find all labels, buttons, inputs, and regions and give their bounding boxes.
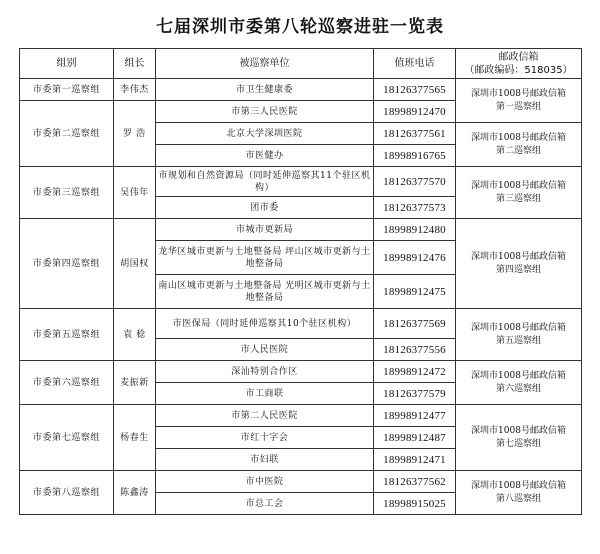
mailbox-group: 第六巡察组: [495, 383, 541, 394]
duty-phone: 18998912476: [374, 241, 456, 275]
duty-phone: 18126377579: [374, 383, 456, 405]
table-row: [20, 79, 582, 101]
duty-phone: 18126377570: [374, 167, 456, 197]
leader-name: 李伟杰: [114, 79, 156, 101]
inspected-unit: 市第二人民医院: [156, 405, 374, 427]
duty-phone: 18998912480: [374, 219, 456, 241]
table-header-row: [20, 49, 582, 79]
mailbox-line: 深圳市1008号邮政信箱: [471, 251, 566, 262]
table-row: [20, 361, 582, 383]
leader-name: 吴伟年: [114, 167, 156, 219]
header-group: 组别: [20, 49, 114, 79]
mailbox-cell: [456, 361, 582, 405]
inspected-unit: 市卫生健康委: [156, 79, 374, 101]
inspected-unit: 市人民医院: [156, 339, 374, 361]
leader-name: 麦振新: [114, 361, 156, 405]
inspected-unit: 市中医院: [156, 471, 374, 493]
group-name: 市委第二巡察组: [20, 101, 114, 167]
mailbox-cell: [456, 79, 582, 123]
inspected-unit: 市工商联: [156, 383, 374, 405]
duty-phone: 18998915025: [374, 493, 456, 515]
inspected-unit: 团市委: [156, 197, 374, 219]
mailbox-line: 深圳市1008号邮政信箱: [471, 480, 566, 491]
header-unit: 被巡察单位: [156, 49, 374, 79]
leader-name: 杨春生: [114, 405, 156, 471]
duty-phone: 18126377561: [374, 123, 456, 145]
inspected-unit: 市第三人民医院: [156, 101, 374, 123]
mailbox-cell: [456, 471, 582, 515]
group-name: 市委第四巡察组: [20, 219, 114, 309]
mailbox-line: 深圳市1008号邮政信箱: [471, 425, 566, 436]
group-name: 市委第七巡察组: [20, 405, 114, 471]
table-row: [20, 405, 582, 427]
table-row: [20, 167, 582, 197]
mailbox-line: 深圳市1008号邮政信箱: [471, 370, 566, 381]
duty-phone: 18998912471: [374, 449, 456, 471]
mailbox-group: 第一巡察组: [495, 101, 541, 112]
mailbox-cell: [456, 309, 582, 361]
inspected-unit: 市妇联: [156, 449, 374, 471]
mailbox-line: 深圳市1008号邮政信箱: [471, 88, 566, 99]
mailbox-group: 第五巡察组: [495, 335, 541, 346]
mailbox-cell: [456, 405, 582, 471]
leader-name: 陈鑫涛: [114, 471, 156, 515]
leader-name: 罗 浩: [114, 101, 156, 167]
inspected-unit: 市规划和自然资源局（同时延伸巡察其11个驻区机构）: [156, 167, 374, 197]
page-title: 七届深圳市委第八轮巡察进驻一览表: [156, 17, 444, 37]
header-mailbox-line2: （邮政编码：518035）: [464, 64, 573, 76]
mailbox-group: 第八巡察组: [495, 493, 541, 504]
mailbox-group: 第三巡察组: [495, 193, 541, 204]
duty-phone: 18126377556: [374, 339, 456, 361]
header-leader: 组长: [114, 49, 156, 79]
leader-name: 胡国权: [114, 219, 156, 309]
mailbox-line: 深圳市1008号邮政信箱: [471, 180, 566, 191]
group-name: 市委第五巡察组: [20, 309, 114, 361]
duty-phone: 18998912472: [374, 361, 456, 383]
inspection-table: [19, 48, 582, 515]
mailbox-cell: [456, 167, 582, 219]
group-name: 市委第八巡察组: [20, 471, 114, 515]
inspected-unit: 市城市更新局: [156, 219, 374, 241]
duty-phone: 18998912487: [374, 427, 456, 449]
duty-phone: 18998916765: [374, 145, 456, 167]
mailbox-line: 深圳市1008号邮政信箱: [471, 322, 566, 333]
mailbox-cell: [456, 219, 582, 309]
inspected-unit: 市医保局（同时延伸巡察其10个驻区机构）: [156, 309, 374, 339]
duty-phone: 18998912470: [374, 101, 456, 123]
inspected-unit: 市医健办: [156, 145, 374, 167]
group-name: 市委第一巡察组: [20, 79, 114, 101]
inspected-unit: 南山区城市更新与土地整备局 光明区城市更新与土地整备局: [156, 275, 374, 309]
duty-phone: 18998912475: [374, 275, 456, 309]
group-name: 市委第三巡察组: [20, 167, 114, 219]
table-row: [20, 309, 582, 339]
mailbox-group: 第二巡察组: [495, 145, 541, 156]
header-phone: 值班电话: [374, 49, 456, 79]
inspected-unit: 市红十字会: [156, 427, 374, 449]
leader-name: 袁 稔: [114, 309, 156, 361]
mailbox-group: 第四巡察组: [495, 264, 541, 275]
duty-phone: 18126377565: [374, 79, 456, 101]
mailbox-line: 深圳市1008号邮政信箱: [471, 132, 566, 143]
header-mailbox: [456, 49, 582, 79]
table-row: [20, 219, 582, 241]
mailbox-group: 第七巡察组: [495, 438, 541, 449]
inspected-unit: 深汕特别合作区: [156, 361, 374, 383]
inspected-unit: 龙华区城市更新与土地整备局 坪山区城市更新与土地整备局: [156, 241, 374, 275]
duty-phone: 18126377569: [374, 309, 456, 339]
header-mailbox-line1: 邮政信箱: [498, 51, 539, 63]
table-row: [20, 471, 582, 493]
duty-phone: 18126377562: [374, 471, 456, 493]
group-name: 市委第六巡察组: [20, 361, 114, 405]
duty-phone: 18998912477: [374, 405, 456, 427]
inspected-unit: 市总工会: [156, 493, 374, 515]
duty-phone: 18126377573: [374, 197, 456, 219]
inspected-unit: 北京大学深圳医院: [156, 123, 374, 145]
mailbox-cell: [456, 123, 582, 167]
